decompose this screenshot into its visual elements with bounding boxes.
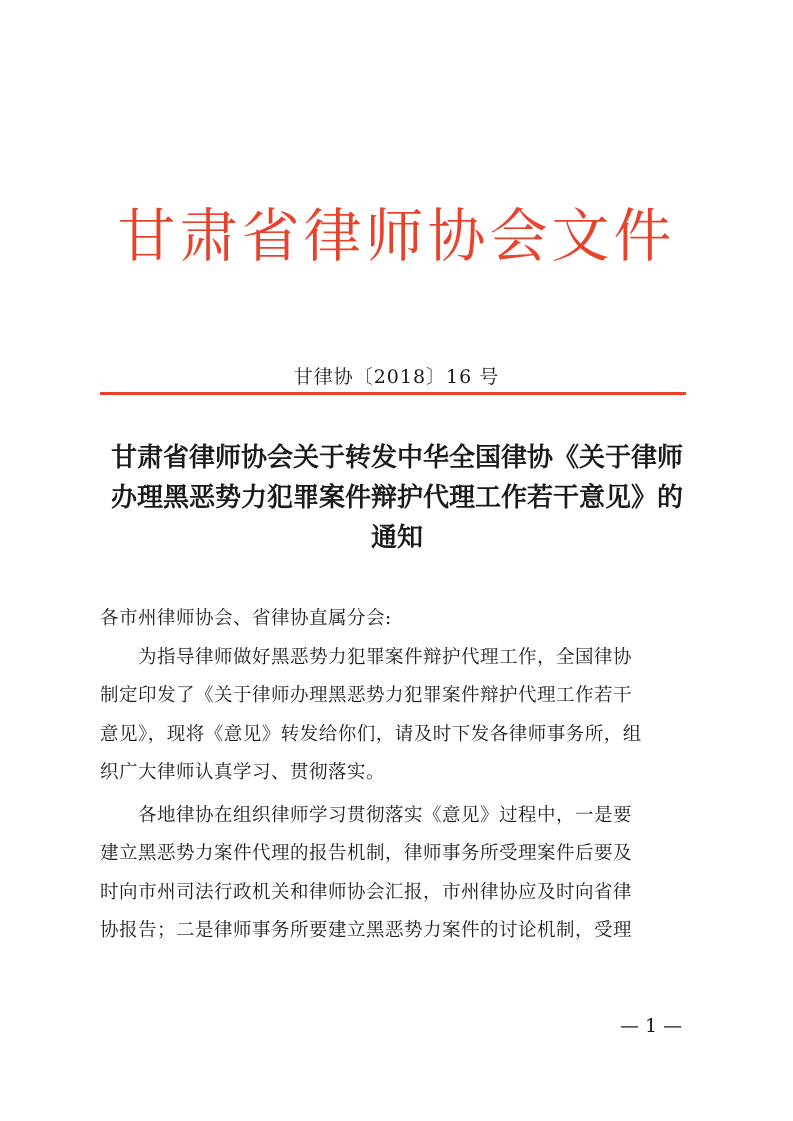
red-separator-line <box>100 392 686 395</box>
page-number: — 1 — <box>620 1015 683 1037</box>
document-number: 甘律协〔2018〕16 号 <box>293 366 500 388</box>
salutation: 各市州律师协会、省律协直属分会: <box>100 608 392 629</box>
paragraph-2-line-3: 时向市州司法行政机关和律师协会汇报，市州律协应及时向省律 <box>100 881 633 903</box>
title-line-3: 通知 <box>370 523 423 553</box>
paragraph-2-line-4: 协报告；二是律师事务所要建立黑恶势力案件的讨论机制，受理 <box>100 920 633 941</box>
paragraph-2-line-2: 建立黑恶势力案件代理的报告机制，律师事务所受理案件后要及 <box>100 843 633 864</box>
masthead-title: 甘肃省律师协会文件 <box>117 202 676 270</box>
paragraph-1-line-3: 意见》，现将《意见》转发给你们，请及时下发各律师事务所，组 <box>100 723 642 745</box>
paragraph-1-line-4: 织广大律师认真学习、贯彻落实。 <box>100 762 386 783</box>
paragraph-1-line-2: 制定印发了《关于律师办理黑恶势力犯罪案件辩护代理工作若干 <box>100 685 633 706</box>
paragraph-2-line-1: 各地律协在组织律师学习贯彻落实《意见》过程中，一是要 <box>138 804 633 826</box>
document-title <box>92 438 702 558</box>
title-line-2: 办理黑恶势力犯罪案件辩护代理工作若干意见》的 <box>110 483 683 513</box>
document-body <box>100 600 692 951</box>
paragraph-1-line-1: 为指导律师做好黑恶势力犯罪案件辩护代理工作，全国律协 <box>138 646 633 668</box>
title-line-1: 甘肃省律师协会关于转发中华全国律协《关于律师 <box>110 443 683 473</box>
